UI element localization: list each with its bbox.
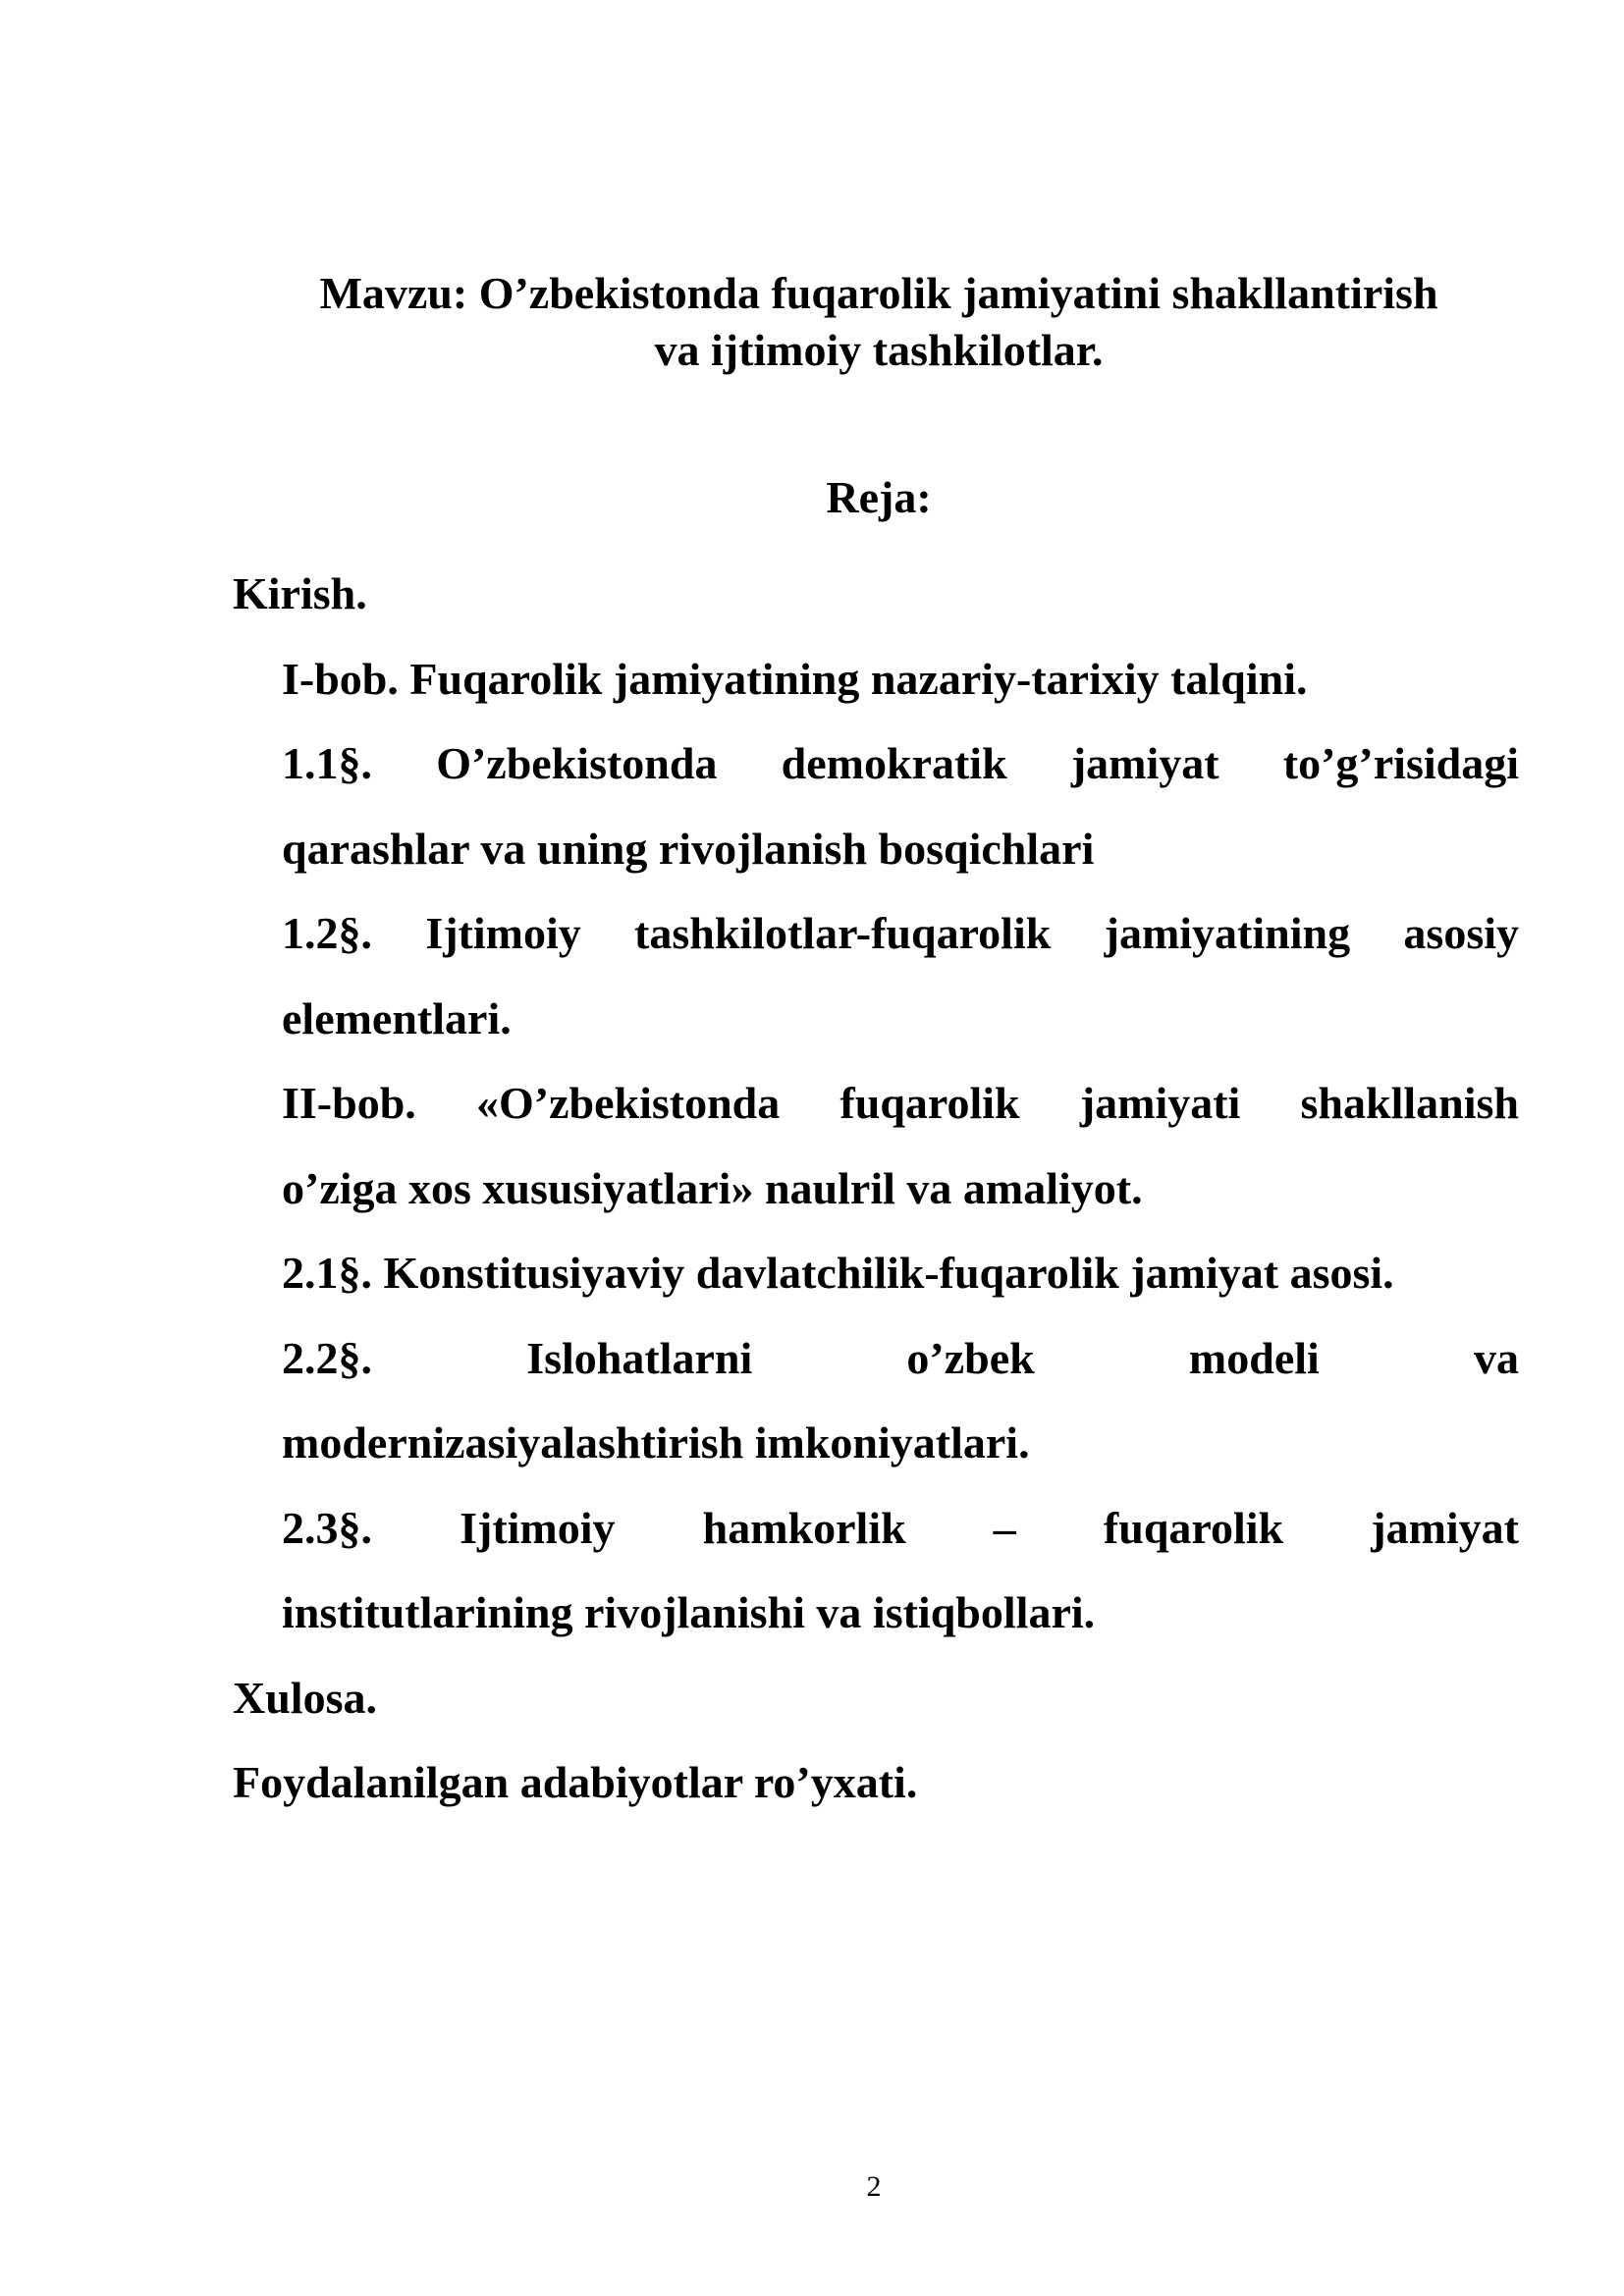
toc-item-chapter-1: I-bob. Fuqarolik jamiyatining nazariy-tarixiy talqini. [282,653,1308,704]
toc-item-introduction: Kirish. [233,568,367,618]
page-number: 2 [866,2170,882,2203]
toc-item-1-1-line-1: 1.1§. O’zbekistonda demokratik jamiyat to’g’risidagi [282,738,1519,788]
toc-item-2-1: 2.1§. Konstitusiyaviy davlatchilik-fuqarolik jamiyat asosi. [282,1248,1394,1298]
toc-item-2-3-line-2: institutlarining rivojlanishi va istiqbollari. [282,1587,1096,1637]
toc-item-chapter-2-line-2: o’ziga xos xususiyatlari» naulril va amaliyot. [282,1162,1143,1213]
toc-item-2-3-line-1: 2.3§. Ijtimoiy hamkorlik – fuqarolik jamiyat [282,1502,1519,1553]
toc-item-chapter-2-line-1: II-bob. «O’zbekistonda fuqarolik jamiyati shakllanish [282,1078,1519,1128]
plan-heading: Reja: [826,472,932,522]
table-of-contents [233,552,1519,1826]
toc-item-references: Foydalanilgan adabiyotlar ro’yxati. [233,1757,918,1807]
toc-item-conclusion: Xulosa. [233,1672,377,1723]
title-line-1: Mavzu: O’zbekistonda fuqarolik jamiyatini shakllantirish [319,268,1438,318]
toc-item-1-1-line-2: qarashlar va uning rivojlanish bosqichlari [282,823,1095,874]
document-title [226,265,1532,379]
toc-item-1-2-line-1: 1.2§. Ijtimoiy tashkilotlar-fuqarolik jamiyatining asosiy [282,908,1519,958]
toc-item-2-2-line-1: 2.2§. Islohatlarni o’zbek modeli va [282,1332,1519,1383]
title-line-2: va ijtimoiy tashkilotlar. [654,325,1104,375]
toc-item-2-2-line-2: modernizasiyalashtirish imkoniyatlari. [282,1417,1030,1468]
toc-item-1-2-line-2: elementlari. [282,992,512,1043]
